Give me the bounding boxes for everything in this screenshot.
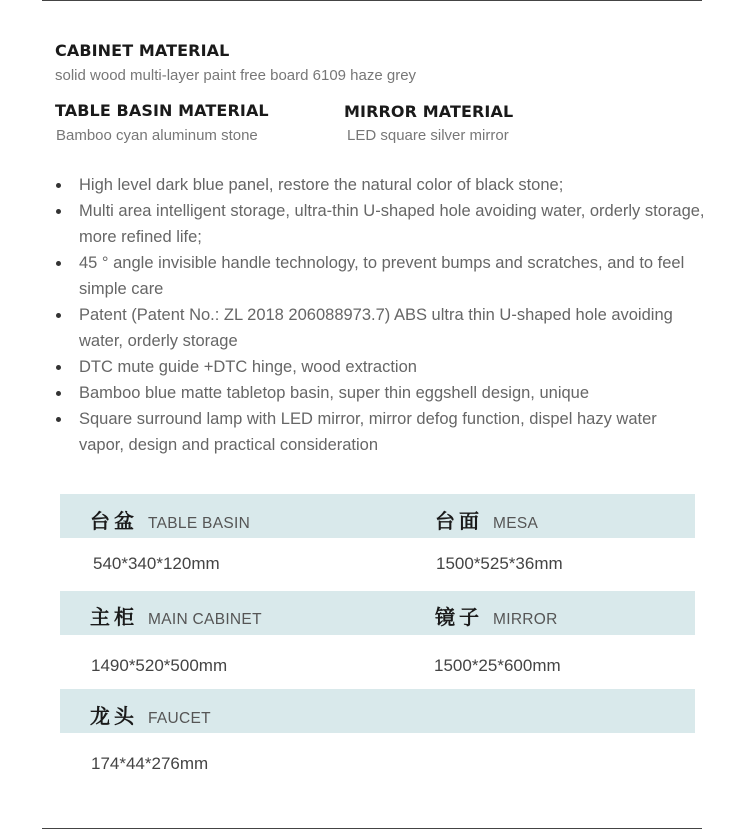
spec-size-faucet: 174*44*276mm <box>91 754 209 773</box>
spec-cn-label: 镜子 <box>435 605 483 629</box>
table-basin-material-value: Bamboo cyan aluminum stone <box>56 127 258 144</box>
cabinet-material-heading: CABINET MATERIAL <box>55 41 230 60</box>
bottom-divider <box>42 828 702 829</box>
list-item: Patent (Patent No.: ZL 2018 206088973.7) ABS ultra thin U-shaped hole avoiding water, orderly storage <box>55 302 705 354</box>
spec-en-label: FAUCET <box>148 710 211 727</box>
list-item: 45 ° angle invisible handle technology, to prevent bumps and scratches, and to feel simple care <box>55 250 705 302</box>
spec-size-mirror: 1500*25*600mm <box>434 656 561 675</box>
spec-title-mirror <box>435 601 558 630</box>
spec-en-label: MESA <box>493 515 539 532</box>
list-item: High level dark blue panel, restore the natural color of black stone; <box>55 172 705 198</box>
spec-en-label: MAIN CABINET <box>148 611 262 628</box>
spec-en-label: MIRROR <box>493 611 558 628</box>
list-item: Square surround lamp with LED mirror, mirror defog function, dispel hazy water vapor, design and practical consideration <box>55 406 705 458</box>
top-divider <box>42 0 702 1</box>
spec-title-mesa <box>435 505 538 534</box>
spec-title-table-basin <box>90 505 250 534</box>
spec-size-main-cabinet: 1490*520*500mm <box>91 656 228 675</box>
spec-title-faucet <box>90 700 211 729</box>
spec-cn-label: 台盆 <box>90 509 138 533</box>
mirror-material-heading: MIRROR MATERIAL <box>344 102 514 121</box>
spec-cn-label: 主柜 <box>90 605 138 629</box>
mirror-material-value: LED square silver mirror <box>347 127 509 144</box>
list-item: Bamboo blue matte tabletop basin, super thin eggshell design, unique <box>55 380 705 406</box>
spec-title-main-cabinet <box>90 601 262 630</box>
spec-size-mesa: 1500*525*36mm <box>436 554 563 573</box>
list-item: Multi area intelligent storage, ultra-thin U-shaped hole avoiding water, orderly storage, more refined life; <box>55 198 705 250</box>
spec-size-table-basin: 540*340*120mm <box>93 554 220 573</box>
feature-list <box>55 172 705 458</box>
spec-en-label: TABLE BASIN <box>148 515 251 532</box>
spec-cn-label: 龙头 <box>90 704 138 728</box>
cabinet-material-value: solid wood multi-layer paint free board 6109 haze grey <box>55 67 417 84</box>
spec-cn-label: 台面 <box>435 509 483 533</box>
list-item: DTC mute guide +DTC hinge, wood extraction <box>55 354 705 380</box>
table-basin-material-heading: TABLE BASIN MATERIAL <box>55 101 269 120</box>
